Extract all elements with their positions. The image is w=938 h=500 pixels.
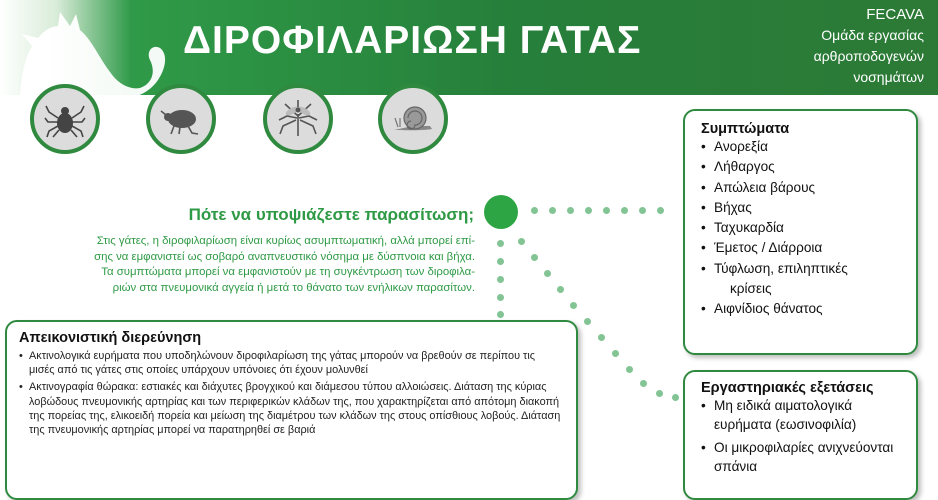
tick-icon [42,96,88,142]
list-item: • Ακτινολογικά ευρήματα που υποδηλώνουν διροφιλαρίωση της γάτας μπορούν να βρεθούν σε περίπου τις μισές από τις γάτες στις οποίες υπάρχουν υπόνοιες ότι έχουν μολυνθεί [19,349,562,377]
connector-dot [657,207,664,214]
list-item: • Απώλεια βάρους [701,178,904,198]
org-line-2: Ομάδα εργασίας [821,27,924,43]
connector-dot [639,207,646,214]
list-item: • Ακτινογραφία θώρακα: εστιακές και διάχυτες βρογχικού και διάμεσου τύπου αλλοιώσεις. Διάταση της κύριας λοβώδους πνευμονικής αρτηρίας και των περιφερικών κλάδων της, που χαρακτηρίζεται από απότομη διακοπή της πορείας της, ελικοειδή πορεία και μείωση της διαμέτρου των κλάδων της στους οπίσθιους λοβούς. Διάταση της πνευμονικής αρτηρίας μπορεί να παρατηρηθεί σε βαριά [19,380,562,437]
connector-dot [557,286,564,293]
cat-silhouette-icon [0,4,185,95]
connector-dot [621,207,628,214]
flea-icon [158,96,204,142]
symptoms-box [683,109,918,355]
connector-dot [603,207,610,214]
lab-title: Εργαστηριακές εξετάσεις [701,380,874,396]
flea-circle [146,84,216,154]
connector-dot [518,238,525,245]
connector-dot [570,302,577,309]
intro-line: Τα συμπτώματα μπορεί να εμφανιστούν με τη συγκέντρωση των διροφιλα- [101,266,475,279]
connector-dot [497,294,504,301]
list-item: • Βήχας [701,198,904,218]
connector-dot [549,207,556,214]
connector-dot [497,276,504,283]
page-title: ΔΙΡΟΦΙΛΑΡΙΩΣΗ ΓΑΤΑΣ [183,19,642,62]
intro-line: σης να εμφανιστεί ως σοβαρό αναπνευστικό νόσημα με δύσπνοια και βήχα. [94,250,475,263]
list-item: • Οι μικροφιλαρίες ανιχνεύονται σπάνια [701,438,904,476]
org-line-3: αρθροποδογενών [813,48,924,64]
lab-list [701,396,904,476]
connector-dot [497,240,504,247]
org-line-4: νοσημάτων [853,69,924,85]
connector-dot [598,334,605,341]
tick-circle [30,84,100,154]
org-name: FECAVA [866,6,924,23]
lab-tests-box [683,370,918,500]
intro-paragraph [10,234,475,296]
list-item: • Αιφνίδιος θάνατος [701,299,904,319]
list-item: • Μη ειδικά αιματολογικά ευρήματα (εωσινοφιλία) [701,396,904,434]
intro-line: Στις γάτες, η διροφιλαρίωση είναι κυρίως ασυμπτωματική, αλλά μπορεί επί- [96,235,475,247]
list-item: • Έμετος / Διάρροια [701,238,904,258]
list-item: • Ανορεξία [701,137,904,157]
connector-dot [640,380,647,387]
imaging-title: Απεικονιστική διερεύνηση [19,330,202,346]
mosquito-icon [275,96,321,142]
header-banner [0,0,938,95]
connector-dot [626,366,633,373]
symptoms-list [701,137,904,320]
list-item: • Ταχυκαρδία [701,218,904,238]
mosquito-circle [263,84,333,154]
connector-dot [544,270,551,277]
connector-dot [531,254,538,261]
connector-dot [656,390,663,397]
org-block [814,4,924,88]
connector-dot [612,350,619,357]
connector-dot [584,318,591,325]
connector-dot [531,207,538,214]
snail-circle [378,84,448,154]
list-item: • Τύφλωση, επιληπτικές [701,259,904,279]
connector-hub [484,195,518,229]
connector-dot [497,258,504,265]
suspicion-heading: Πότε να υποψιάζεστε παρασίτωση; [188,205,474,224]
connector-dot [585,207,592,214]
snail-icon [390,96,436,142]
imaging-box [5,320,578,500]
list-item-continuation: κρίσεις [730,281,772,297]
list-item: • Λήθαργος [701,157,904,177]
connector-dot [672,394,679,401]
connector-dot [567,207,574,214]
connector-dot [497,311,504,318]
intro-line: ριών στα πνευμονικά αγγεία ή μετά το θάνατο των ενήλικων παρασίτων. [112,281,475,294]
symptoms-title: Συμπτώματα [701,121,790,137]
imaging-list [19,349,562,437]
